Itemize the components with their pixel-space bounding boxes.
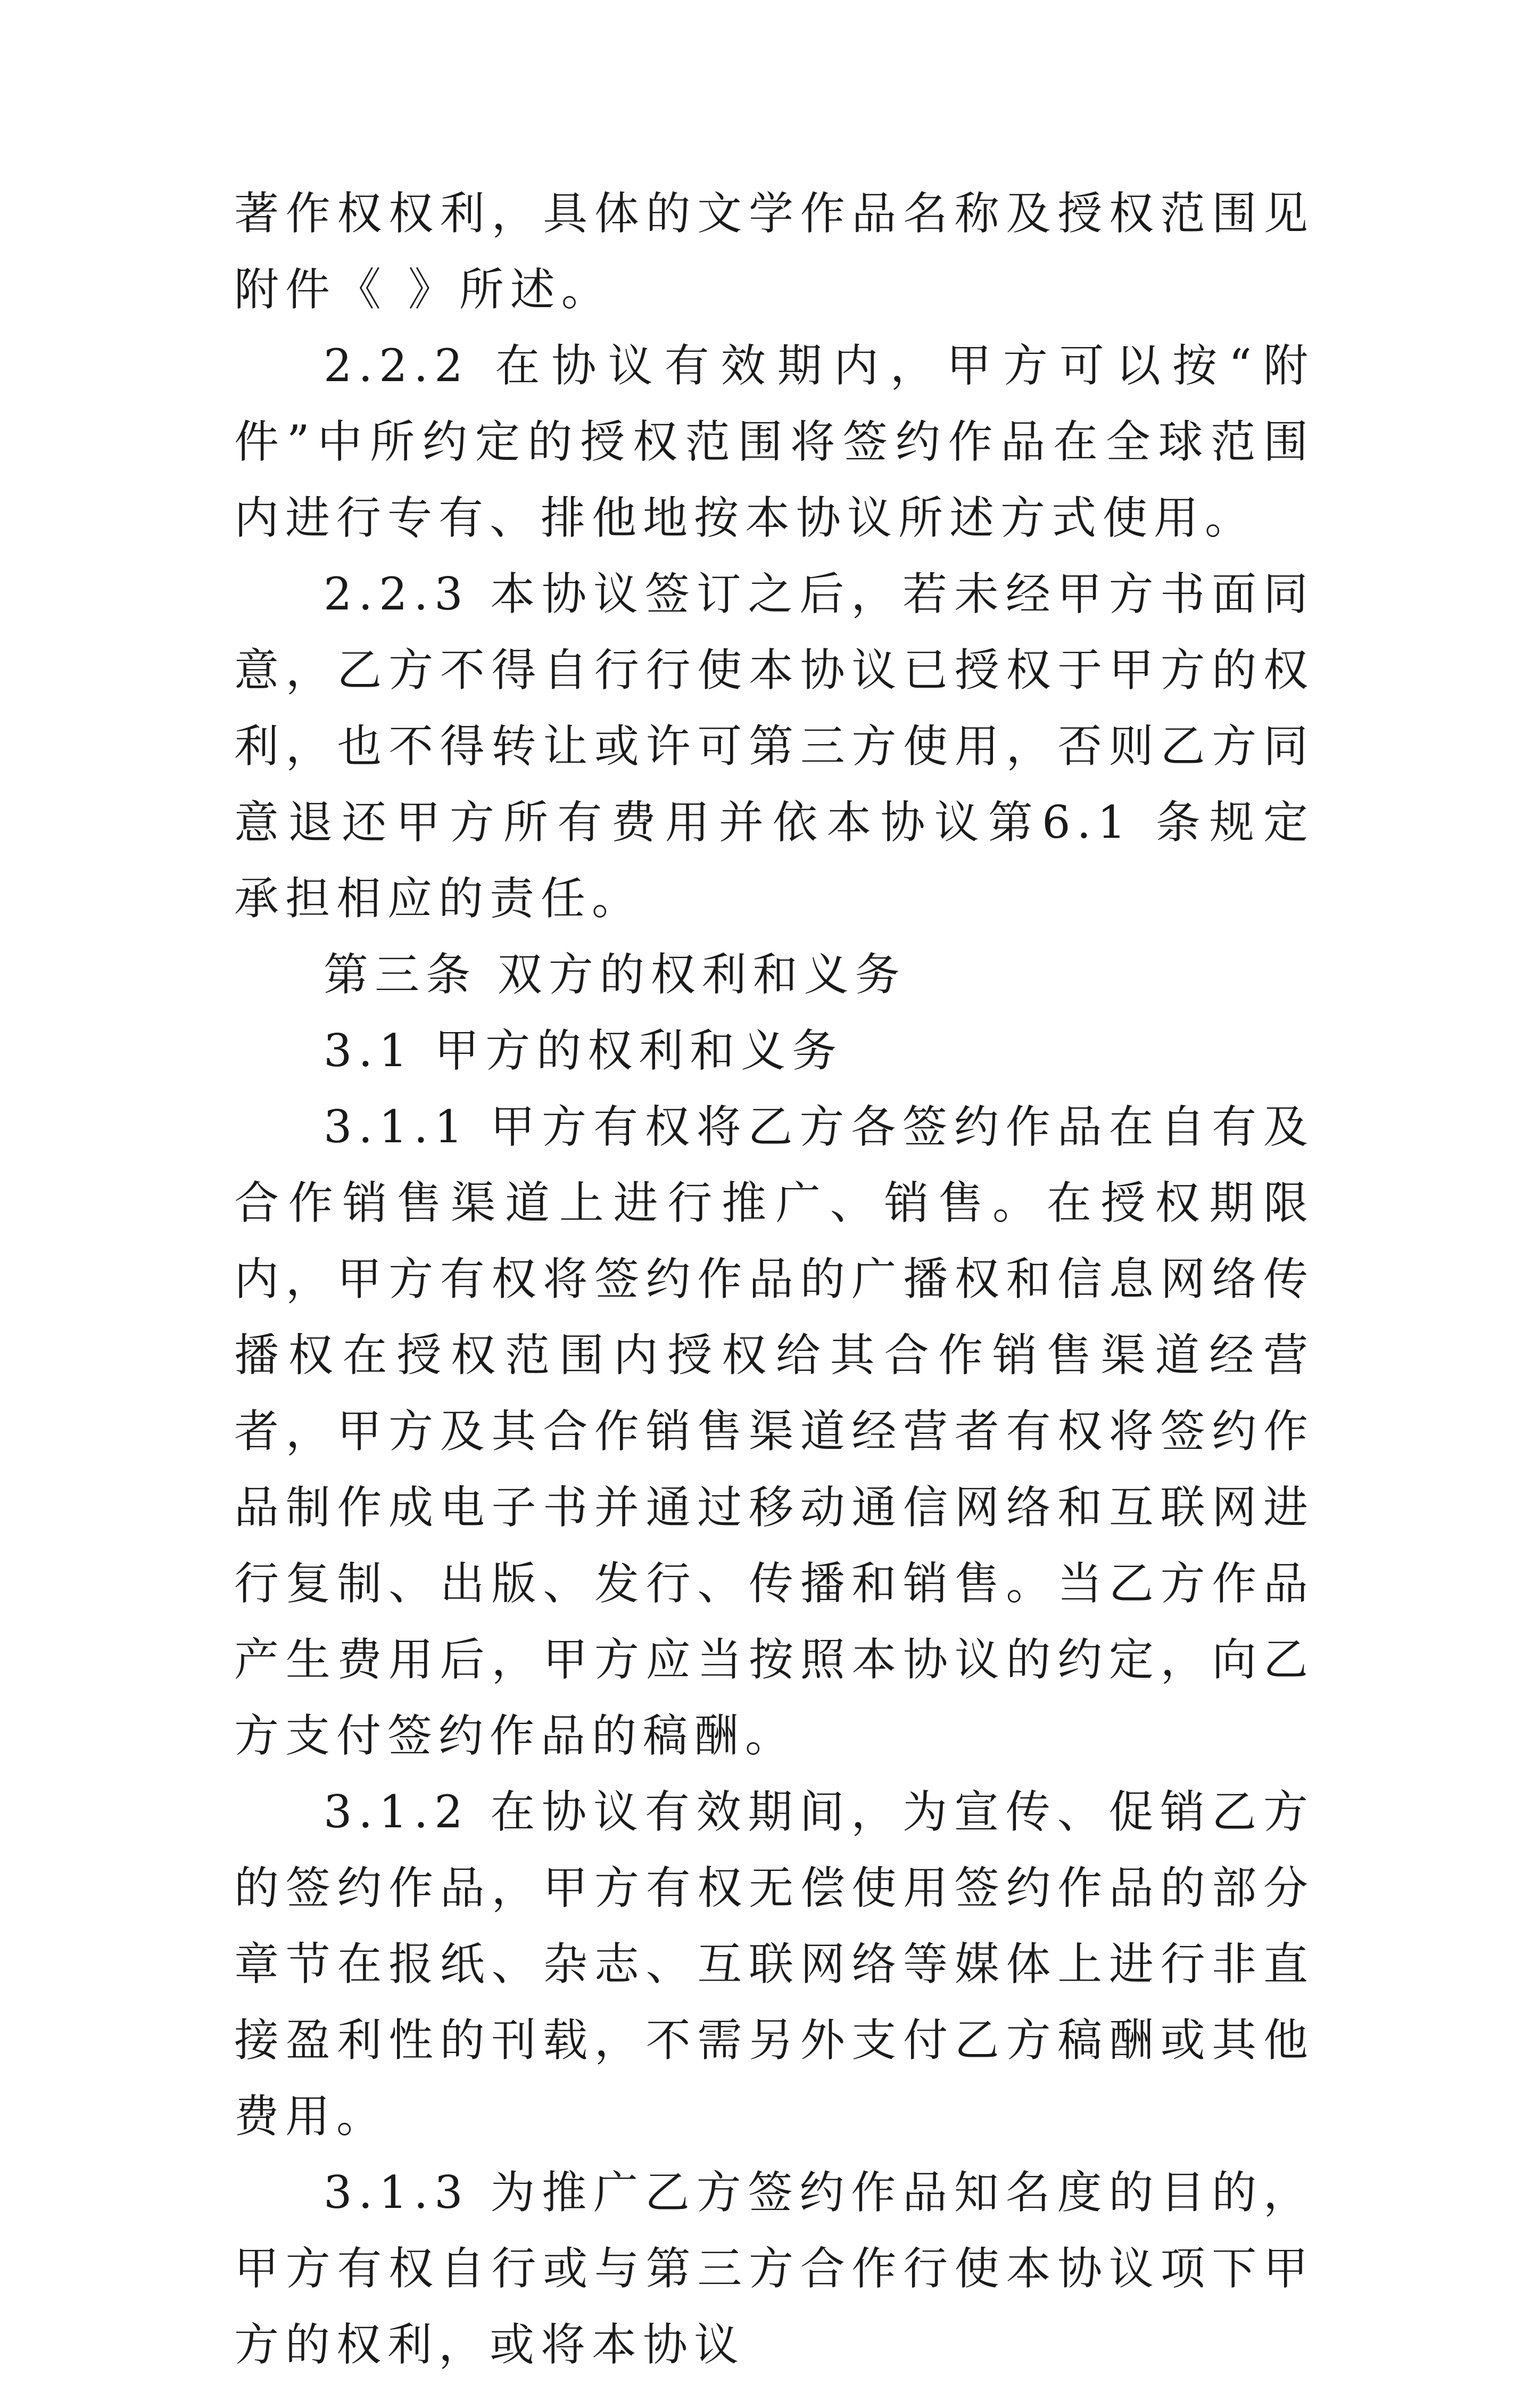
paragraph-2-2-2: 2.2.2 在协议有效期内，甲方可以按“附件”中所约定的授权范围将签约作品在全球范围内进行专有、排他地按本协议所述方式使用。 — [234, 340, 1314, 544]
subsection-heading-3-1: 3.1 甲方的权利和义务 — [324, 1025, 843, 1077]
section-heading-article-3: 第三条 双方的权利和义务 — [324, 949, 906, 1001]
paragraph-3-1-3: 3.1.3 为推广乙方签约作品知名度的目的，甲方有权自行或与第三方合作行使本协议项下甲方的权利，或将本协议 — [234, 2166, 1314, 2371]
paragraph-copyright-scope: 著作权权利，具体的文学作品名称及授权范围见附件《 》所述。 — [234, 187, 1314, 316]
paragraph-3-1-2: 3.1.2 在协议有效期间，为宣传、促销乙方的签约作品，甲方有权无偿使用签约作品的部分章节在报纸、杂志、互联网络等媒体上进行非直接盈利性的刊载，不需另外支付乙方稿酬或其他费用。 — [234, 1786, 1314, 2142]
paragraph-3-1-1: 3.1.1 甲方有权将乙方各签约作品在自有及合作销售渠道上进行推广、销售。在授权期限内，甲方有权将签约作品的广播权和信息网络传播权在授权范围内授权给其合作销售渠道经营者，甲方及其合作销售渠道经营者有权将签约作品制作成电子书并通过移动通信网络和互联网进行复制、出版、发行、传播和销售。当乙方作品产生费用后，甲方应当按照本协议的约定，向乙方支付签约作品的稿酬。 — [234, 1101, 1314, 1762]
document-body — [234, 176, 1314, 2383]
paragraph-2-2-3: 2.2.3 本协议签订之后，若未经甲方书面同意，乙方不得自行行使本协议已授权于甲方的权利，也不得转让或许可第三方使用，否则乙方同意退还甲方所有费用并依本协议第6.1 条规定承担相应的责任。 — [234, 568, 1314, 925]
